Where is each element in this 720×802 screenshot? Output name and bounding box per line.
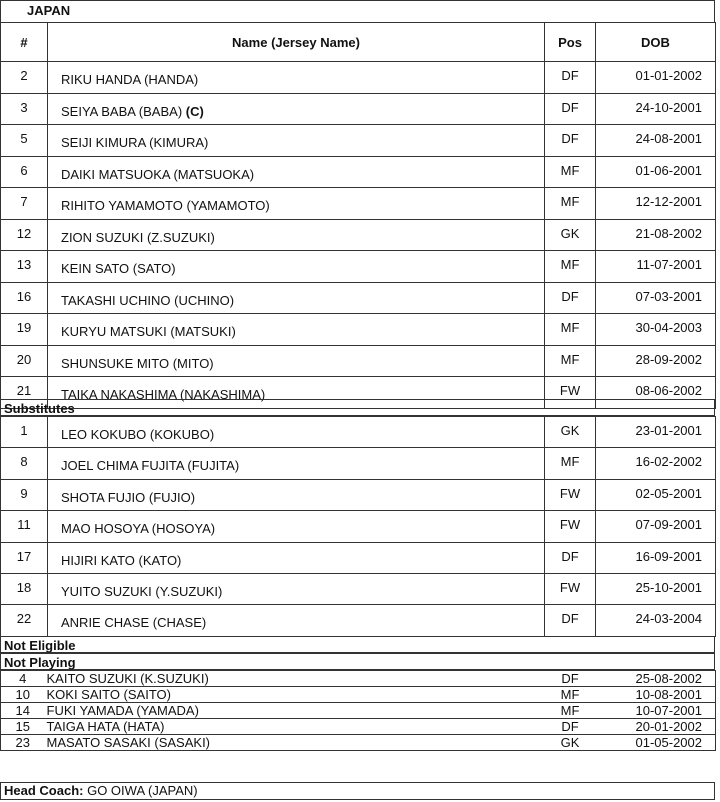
player-position: MF — [545, 703, 596, 719]
player-row — [1, 125, 716, 157]
team-title: JAPAN — [0, 0, 715, 22]
player-name: KOKI SAITO (SAITO) — [45, 687, 545, 703]
player-dob: 20-01-2002 — [596, 719, 716, 735]
player-name — [48, 62, 545, 94]
player-number: 7 — [1, 188, 48, 220]
player-row — [1, 219, 716, 251]
player-name-text: TAIKA NAKASHIMA (NAKASHIMA) — [61, 387, 266, 402]
player-position: GK — [545, 417, 596, 448]
player-name — [48, 125, 545, 157]
player-position: GK — [545, 735, 596, 751]
not-eligible-label: Not Eligible — [0, 636, 715, 653]
player-position: FW — [545, 377, 596, 409]
head-coach-value: GO OIWA (JAPAN) — [87, 783, 198, 798]
player-name-text: YUITO SUZUKI (Y.SUZUKI) — [61, 583, 223, 599]
player-position: MF — [545, 188, 596, 220]
player-dob: 25-08-2002 — [596, 671, 716, 687]
player-dob: 11-07-2001 — [596, 251, 716, 283]
player-name-text: SHUNSUKE MITO (MITO) — [61, 355, 214, 371]
not-playing-row — [1, 703, 716, 719]
player-name-text: RIHITO YAMAMOTO (YAMAMOTO) — [61, 198, 270, 213]
player-name-text: KEIN SATO (SATO) — [61, 261, 176, 276]
player-dob: 07-03-2001 — [596, 282, 716, 314]
player-name-text: ANRIE CHASE (CHASE) — [61, 615, 207, 631]
player-number: 19 — [1, 314, 48, 346]
player-name — [48, 448, 545, 479]
player-name: KAITO SUZUKI (K.SUZUKI) — [45, 671, 545, 687]
player-number: 21 — [1, 377, 48, 409]
player-dob: 28-09-2002 — [596, 345, 716, 377]
player-dob: 08-06-2002 — [596, 377, 716, 409]
player-name — [48, 188, 545, 220]
player-row — [1, 93, 716, 125]
player-name-text: HIJIRI KATO (KATO) — [61, 552, 182, 568]
player-name — [48, 251, 545, 283]
player-number: 14 — [1, 703, 45, 719]
not-playing-row — [1, 719, 716, 735]
player-name — [48, 93, 545, 125]
player-number: 17 — [1, 542, 48, 573]
player-number: 2 — [1, 62, 48, 94]
player-row — [1, 448, 716, 479]
player-position: DF — [545, 62, 596, 94]
player-row — [1, 62, 716, 94]
header-pos: Pos — [545, 23, 596, 62]
player-number: 16 — [1, 282, 48, 314]
player-dob: 01-06-2001 — [596, 156, 716, 188]
player-row — [1, 511, 716, 542]
player-row — [1, 479, 716, 510]
player-dob: 10-07-2001 — [596, 703, 716, 719]
player-position: FW — [545, 511, 596, 542]
not-playing-row — [1, 735, 716, 751]
player-number: 8 — [1, 448, 48, 479]
starters-table — [0, 22, 716, 409]
player-number: 23 — [1, 735, 45, 751]
player-position: MF — [545, 251, 596, 283]
player-number: 9 — [1, 479, 48, 510]
player-name-text: RIKU HANDA (HANDA) — [61, 72, 199, 87]
player-row — [1, 417, 716, 448]
player-number: 15 — [1, 719, 45, 735]
player-dob: 24-08-2001 — [596, 125, 716, 157]
player-name-text: DAIKI MATSUOKA (MATSUOKA) — [61, 166, 255, 182]
player-row — [1, 282, 716, 314]
player-name-text: JOEL CHIMA FUJITA (FUJITA) — [61, 458, 240, 474]
player-dob: 07-09-2001 — [596, 511, 716, 542]
player-dob: 01-01-2002 — [596, 62, 716, 94]
player-name — [48, 345, 545, 377]
player-name-text: ZION SUZUKI (Z.SUZUKI) — [61, 229, 215, 245]
player-position: DF — [545, 671, 596, 687]
player-position: DF — [545, 93, 596, 125]
player-name: FUKI YAMADA (YAMADA) — [45, 703, 545, 719]
player-dob: 30-04-2003 — [596, 314, 716, 346]
player-number: 5 — [1, 125, 48, 157]
player-dob: 10-08-2001 — [596, 687, 716, 703]
player-row — [1, 542, 716, 573]
header-row — [1, 23, 716, 62]
player-name — [48, 314, 545, 346]
substitutes-label: Substitutes — [0, 399, 715, 416]
player-name — [48, 417, 545, 448]
player-row — [1, 251, 716, 283]
player-dob: 16-09-2001 — [596, 542, 716, 573]
player-position: DF — [545, 719, 596, 735]
player-name-text: SEIJI KIMURA (KIMURA) — [61, 135, 209, 150]
player-dob: 12-12-2001 — [596, 188, 716, 220]
player-number: 1 — [1, 417, 48, 448]
player-position: FW — [545, 479, 596, 510]
player-name: TAIGA HATA (HATA) — [45, 719, 545, 735]
player-row — [1, 605, 716, 636]
player-number: 22 — [1, 605, 48, 636]
player-name — [48, 542, 545, 573]
player-name-text: MAO HOSOYA (HOSOYA) — [61, 521, 216, 537]
player-number: 10 — [1, 687, 45, 703]
player-position: DF — [545, 605, 596, 636]
player-dob: 23-01-2001 — [596, 417, 716, 448]
player-number: 11 — [1, 511, 48, 542]
player-number: 12 — [1, 219, 48, 251]
player-number: 18 — [1, 573, 48, 604]
player-name — [48, 511, 545, 542]
not-playing-label: Not Playing — [0, 653, 715, 670]
player-position: MF — [545, 448, 596, 479]
player-row — [1, 573, 716, 604]
player-name — [48, 573, 545, 604]
player-name — [48, 605, 545, 636]
player-dob: 21-08-2002 — [596, 219, 716, 251]
player-number: 6 — [1, 156, 48, 188]
header-dob: DOB — [596, 23, 716, 62]
player-number: 3 — [1, 93, 48, 125]
player-position: DF — [545, 282, 596, 314]
player-dob: 02-05-2001 — [596, 479, 716, 510]
player-dob: 01-05-2002 — [596, 735, 716, 751]
substitutes-table — [0, 416, 716, 637]
player-number: 4 — [1, 671, 45, 687]
player-name-text: SEIYA BABA (BABA) — [61, 103, 183, 119]
player-position: GK — [545, 219, 596, 251]
captain-badge: (C) — [185, 103, 204, 119]
player-position: MF — [545, 687, 596, 703]
player-name-text: TAKASHI UCHINO (UCHINO) — [61, 292, 235, 308]
player-name — [48, 219, 545, 251]
head-coach — [0, 782, 715, 800]
not-playing-table — [0, 670, 716, 751]
player-position: DF — [545, 542, 596, 573]
player-row — [1, 314, 716, 346]
player-name — [48, 156, 545, 188]
player-name: MASATO SASAKI (SASAKI) — [45, 735, 545, 751]
player-name — [48, 282, 545, 314]
player-dob: 24-10-2001 — [596, 93, 716, 125]
player-position: DF — [545, 125, 596, 157]
player-row — [1, 188, 716, 220]
player-dob: 25-10-2001 — [596, 573, 716, 604]
player-number: 20 — [1, 345, 48, 377]
header-num: # — [1, 23, 48, 62]
player-position: MF — [545, 314, 596, 346]
player-position: FW — [545, 573, 596, 604]
player-name-text: SHOTA FUJIO (FUJIO) — [61, 489, 196, 505]
player-row — [1, 156, 716, 188]
player-number: 13 — [1, 251, 48, 283]
player-dob: 24-03-2004 — [596, 605, 716, 636]
player-name-text: LEO KOKUBO (KOKUBO) — [61, 427, 215, 442]
player-position: MF — [545, 345, 596, 377]
player-name-text: KURYU MATSUKI (MATSUKI) — [61, 324, 236, 339]
player-row — [1, 345, 716, 377]
head-coach-label: Head Coach: — [4, 783, 84, 798]
player-position: MF — [545, 156, 596, 188]
player-dob: 16-02-2002 — [596, 448, 716, 479]
not-playing-row — [1, 687, 716, 703]
header-name: Name (Jersey Name) — [48, 23, 545, 62]
not-playing-row — [1, 671, 716, 687]
player-name — [48, 479, 545, 510]
